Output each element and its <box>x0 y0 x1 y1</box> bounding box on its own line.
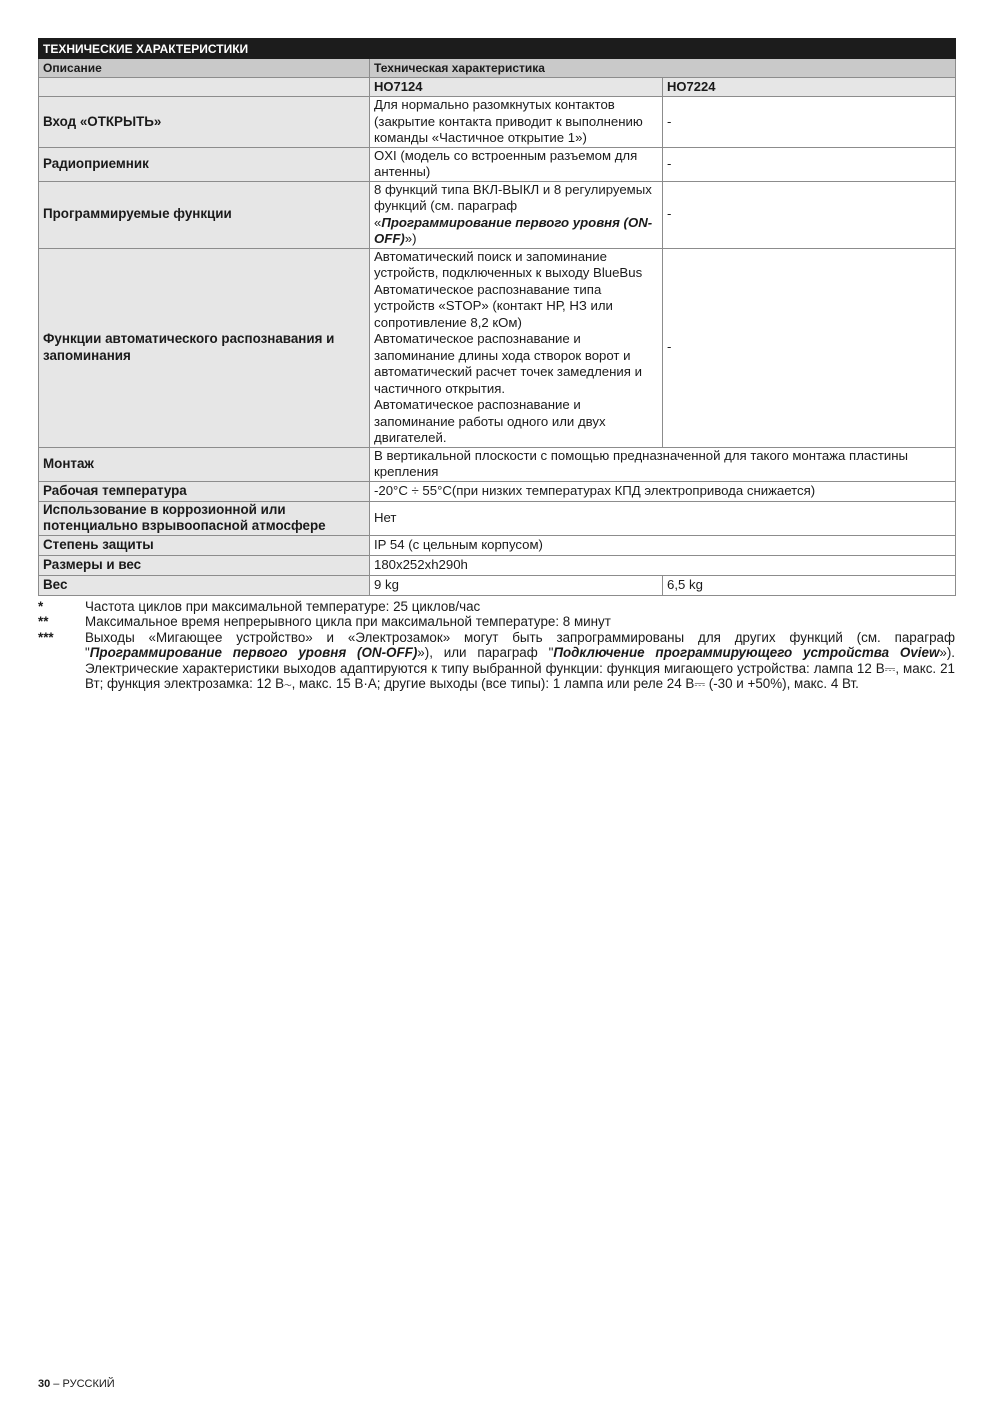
table-row <box>39 248 956 447</box>
row-value-ho7124: 9 kg <box>370 575 663 595</box>
footnote <box>38 614 955 630</box>
row-value-ho7224: 6,5 kg <box>663 575 956 595</box>
row-label: Радиоприемник <box>39 147 370 181</box>
row-value: IP 54 (с цельным корпусом) <box>370 535 956 555</box>
text-part: ») <box>404 231 417 246</box>
text-part: »). Электрические характеристики выходов адаптируются к типу выбранной функции: функция мигающего устройства: лампа 12 В⎓, макс. 21 Вт; функция электрозамка: 12 В∼, макс. 15 В·А; другие выходы (все типы): 1 лампа или реле 24 В⎓ (-30 и +50%), макс. 4 Вт. <box>85 645 956 691</box>
table-title: ТЕХНИЧЕСКИЕ ХАРАКТЕРИСТИКИ <box>39 39 956 59</box>
table-row <box>39 555 956 575</box>
header-spec: Техническая характеристика <box>370 59 956 78</box>
footnote-text: Максимальное время непрерывного цикла при максимальной температуре: 8 минут <box>85 614 611 629</box>
table-header-row <box>39 59 956 78</box>
specifications-table <box>38 38 956 596</box>
model-2: HO7224 <box>663 78 956 97</box>
row-value-ho7124 <box>370 248 663 447</box>
row-value-ho7124 <box>370 181 663 248</box>
model-header-empty <box>39 78 370 97</box>
footnote <box>38 599 955 615</box>
paragraph: Автоматическое распознавание и запоминание длины хода створок ворот и автоматический расчет точек замедления и частичного открытия. <box>374 331 642 396</box>
page-footer <box>38 1378 115 1390</box>
paragraph: Автоматическое распознавание и запоминание работы одного или двух двигателей. <box>374 397 606 445</box>
row-label: Рабочая температура <box>39 481 370 501</box>
section-reference: Программирование первого уровня (ON-OFF) <box>89 645 418 660</box>
footnote <box>38 630 955 692</box>
section-reference: Программирование первого уровня (ON-OFF) <box>374 214 653 246</box>
model-header-row <box>39 78 956 97</box>
row-label: Использование в коррозионной или потенциально взрывоопасной атмосфере <box>39 501 370 535</box>
section-reference: Подключение программирующего устройства Oview <box>553 645 940 660</box>
table-row <box>39 501 956 535</box>
row-value: 180x252xh290h <box>370 555 956 575</box>
footnote-mark: ** <box>38 614 49 629</box>
table-row <box>39 447 956 481</box>
row-value-ho7224: - <box>663 248 956 447</box>
row-label: Программируемые функции <box>39 181 370 248</box>
footnote-text <box>85 630 955 692</box>
table-row <box>39 97 956 148</box>
page-number: 30 <box>38 1378 51 1390</box>
row-label: Размеры и вес <box>39 555 370 575</box>
row-label: Вес <box>39 575 370 595</box>
row-value-ho7224: - <box>663 181 956 248</box>
row-value-ho7224: - <box>663 147 956 181</box>
table-row <box>39 535 956 555</box>
footnotes <box>38 599 955 692</box>
header-description: Описание <box>39 59 370 78</box>
table-title-row <box>39 39 956 59</box>
table-row <box>39 481 956 501</box>
row-value-ho7124: Для нормально разомкнутых контактов (закрытие контакта приводит к выполнению команды «Частичное открытие 1») <box>370 97 663 148</box>
table-row <box>39 575 956 595</box>
text-part: Выходы «Мигающее устройство» и «Электрозамок» могут быть запрограммированы для других функций (см. параграф " <box>85 629 955 660</box>
spec-sheet <box>38 38 955 692</box>
paragraph: Автоматическое распознавание типа устройств «STOP» (контакт НР, НЗ или сопротивление 8,2 кОм) <box>374 281 613 330</box>
footer-language: РУССКИЙ <box>62 1378 115 1390</box>
text-part: »), или параграф " <box>417 645 554 660</box>
row-value: В вертикальной плоскости с помощью предназначенной для такого монтажа пластины крепления <box>370 447 956 481</box>
model-1: HO7124 <box>370 78 663 97</box>
footnote-text: Частота циклов при максимальной температуре: 25 циклов/час <box>85 598 481 614</box>
row-value-ho7224: - <box>663 97 956 148</box>
row-label: Функции автоматического распознавания и запоминания <box>39 248 370 447</box>
row-label: Вход «ОТКРЫТЬ» <box>39 97 370 148</box>
footer-separator: – <box>50 1378 63 1390</box>
paragraph: Автоматический поиск и запоминание устройств, подключенных к выходу BlueBus <box>374 248 643 280</box>
row-label: Степень защиты <box>39 535 370 555</box>
row-value-ho7124: OXI (модель со встроенным разъемом для антенны) <box>370 147 663 181</box>
row-label: Монтаж <box>39 447 370 481</box>
text-part: 8 функций типа ВКЛ-ВЫКЛ и 8 регулируемых функций (см. параграф « <box>374 181 652 230</box>
table-row <box>39 181 956 248</box>
table-row <box>39 147 956 181</box>
footnote-mark: *** <box>38 629 54 645</box>
row-value: -20°C ÷ 55°C(при низких температурах КПД электропривода снижается) <box>370 481 956 501</box>
footnote-mark: * <box>38 598 44 614</box>
row-value: Нет <box>370 501 956 535</box>
